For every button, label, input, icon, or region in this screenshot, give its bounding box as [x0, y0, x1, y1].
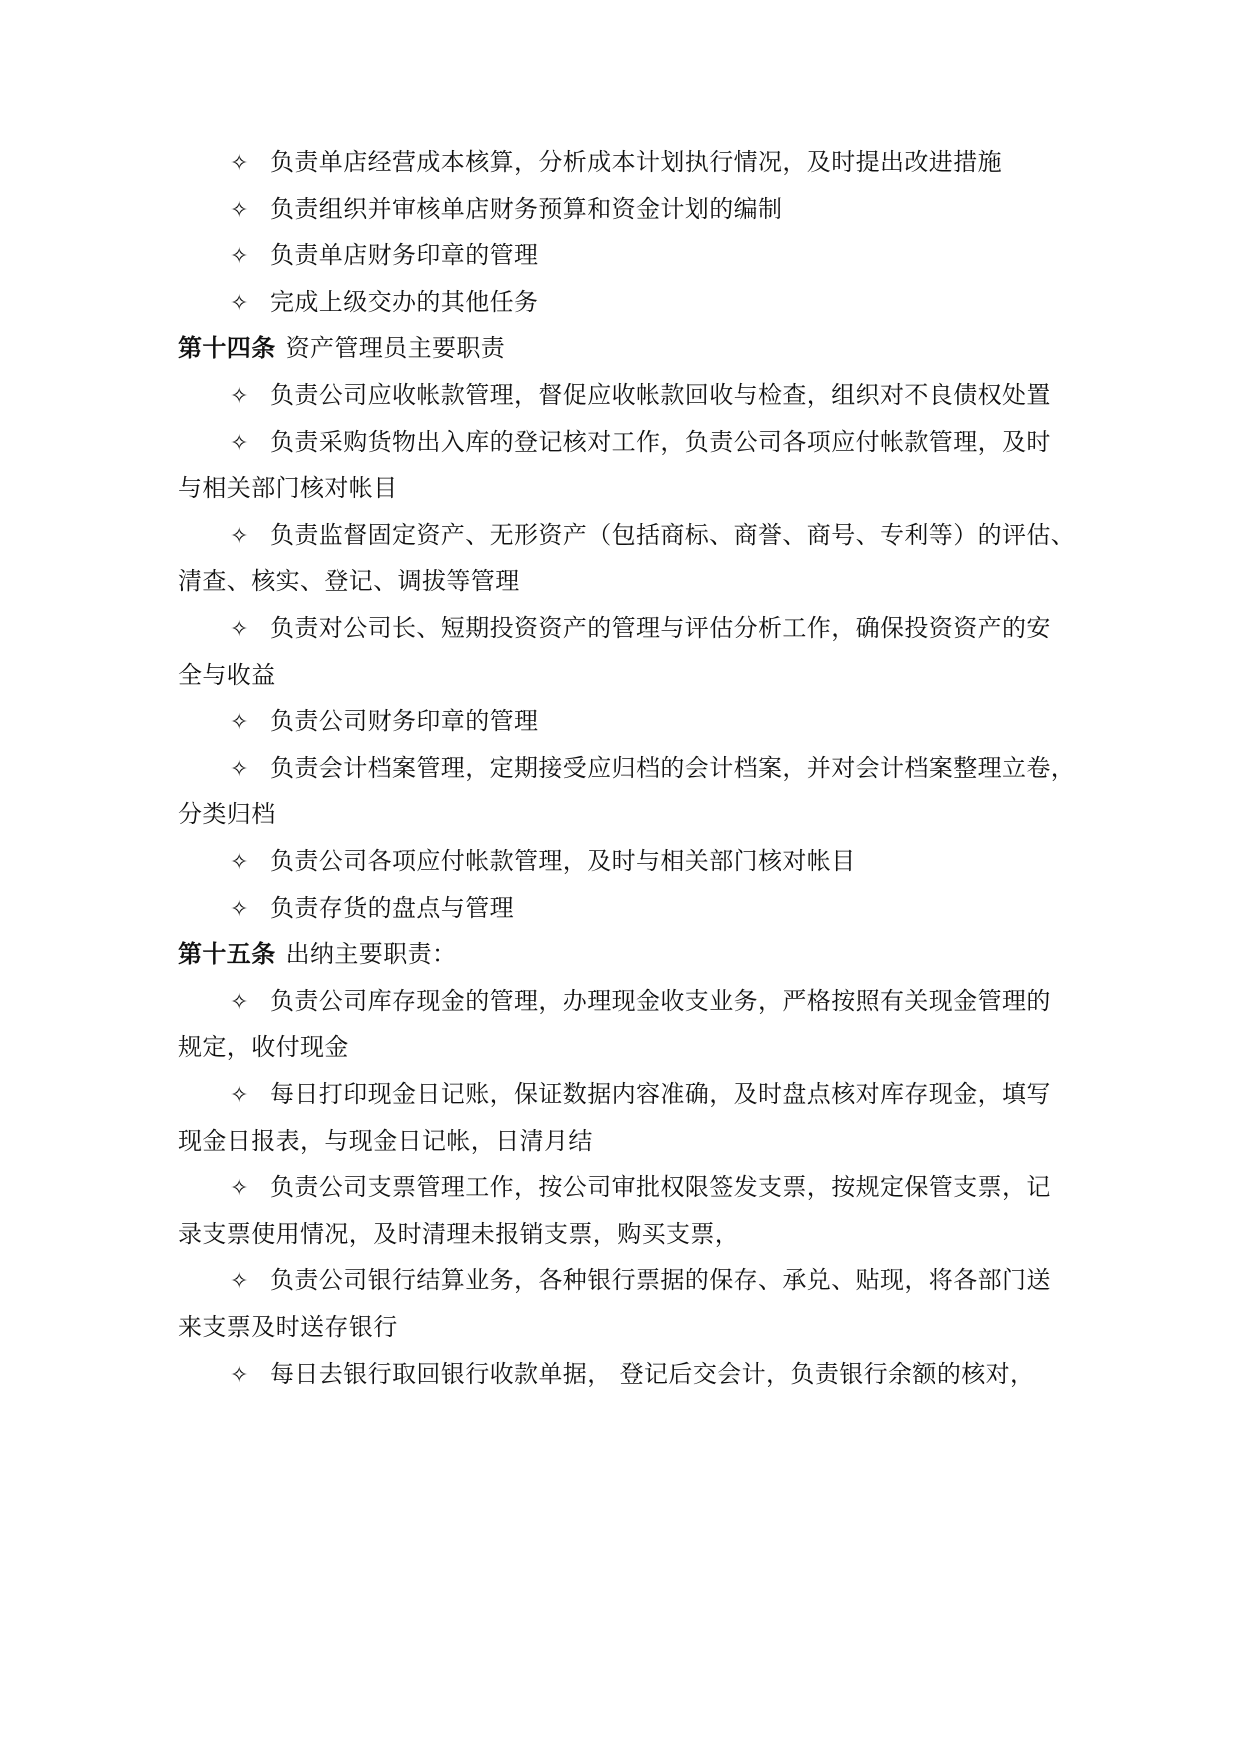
- list-item-text: 每日打印现金日记账，保证数据内容准确，及时盘点核对库存现金，填写: [270, 1080, 1051, 1108]
- list-item-text: 与相关部门核对帐目: [178, 474, 398, 503]
- list-item-continuation: [178, 798, 276, 830]
- bullet-icon: ✧: [230, 290, 249, 316]
- list-item-text: 负责公司财务印章的管理: [270, 707, 539, 736]
- list-item: [230, 519, 1075, 553]
- list-item-text: 每日去银行取回银行收款单据， 登记后交会计，负责银行余额的核对，: [270, 1359, 1035, 1388]
- list-item: [230, 146, 1002, 180]
- list-item-text: 负责组织并审核单店财务预算和资金计划的编制: [270, 194, 783, 223]
- list-item-continuation: [178, 1311, 398, 1343]
- bullet-icon: ✧: [230, 1362, 249, 1388]
- list-item-continuation: [178, 1218, 739, 1250]
- list-item-text: 负责存货的盘点与管理: [270, 893, 514, 922]
- list-item-text: 全与收益: [178, 660, 276, 689]
- list-item: [230, 845, 856, 879]
- list-item: [230, 379, 1051, 413]
- list-item-text: 负责会计档案管理，定期接受应归档的会计档案，并对会计档案整理立卷，: [270, 753, 1076, 782]
- list-item-text: 负责采购货物出入库的登记核对工作，负责公司各项应付帐款管理，及时: [270, 427, 1051, 456]
- list-item-text: 清查、核实、登记、调拔等管理: [178, 567, 520, 596]
- list-item: [230, 705, 538, 739]
- list-item: [230, 239, 538, 273]
- article-heading: [178, 938, 456, 970]
- list-item: [230, 985, 1051, 1019]
- list-item: [230, 286, 538, 320]
- list-item: [230, 426, 1051, 460]
- article-title: 资产管理员主要职责: [285, 334, 506, 363]
- bullet-icon: ✧: [230, 523, 249, 549]
- list-item-text: 录支票使用情况，及时清理未报销支票，购买支票，: [178, 1219, 740, 1248]
- bullet-icon: ✧: [230, 1269, 249, 1295]
- article-number: 第十五条: [178, 939, 276, 969]
- bullet-icon: ✧: [230, 197, 249, 223]
- list-item-text: 负责公司各项应付帐款管理，及时与相关部门核对帐目: [270, 847, 856, 875]
- article-number: 第十四条: [178, 333, 276, 363]
- bullet-icon: ✧: [230, 710, 249, 736]
- list-item-text: 来支票及时送存银行: [178, 1313, 398, 1341]
- bullet-icon: ✧: [230, 1083, 249, 1108]
- list-item-continuation: [178, 659, 276, 691]
- list-item-text: 规定，收付现金: [178, 1033, 349, 1062]
- list-item-text: 负责公司支票管理工作，按公司审批权限签发支票，按规定保管支票，记: [270, 1173, 1051, 1202]
- bullet-icon: ✧: [230, 430, 249, 456]
- list-item-text: 负责公司银行结算业务，各种银行票据的保存、承兑、贴现，将各部门送: [270, 1266, 1051, 1295]
- list-item: [230, 1078, 1051, 1112]
- list-item-text: 负责公司应收帐款管理，督促应收帐款回收与检查，组织对不良债权处置: [270, 381, 1051, 409]
- bullet-icon: ✧: [230, 244, 249, 270]
- list-item: [230, 1171, 1051, 1205]
- list-item: [230, 892, 514, 926]
- bullet-icon: ✧: [230, 896, 249, 922]
- list-item-continuation: [178, 565, 520, 597]
- article-heading: [178, 332, 505, 364]
- bullet-icon: ✧: [230, 756, 249, 782]
- bullet-icon: ✧: [230, 617, 249, 642]
- list-item-text: 负责公司库存现金的管理，办理现金收支业务，严格按照有关现金管理的: [270, 986, 1051, 1015]
- list-item-continuation: [178, 1125, 593, 1157]
- list-item: [230, 193, 782, 227]
- list-item: [230, 1264, 1051, 1298]
- list-item-text: 负责单店财务印章的管理: [270, 241, 539, 270]
- bullet-icon: ✧: [230, 1176, 249, 1202]
- list-item-continuation: [178, 472, 398, 504]
- list-item-text: 现金日报表，与现金日记帐，日清月结: [178, 1126, 593, 1155]
- article-title: 出纳主要职责：: [285, 940, 457, 969]
- bullet-icon: ✧: [230, 151, 249, 176]
- list-item-text: 负责对公司长、短期投资资产的管理与评估分析工作，确保投资资产的安: [270, 614, 1051, 642]
- list-item: [230, 1358, 1034, 1392]
- list-item-continuation: [178, 1031, 349, 1063]
- list-item-text: 分类归档: [178, 800, 276, 829]
- bullet-icon: ✧: [230, 850, 249, 875]
- list-item-text: 负责单店经营成本核算，分析成本计划执行情况，及时提出改进措施: [270, 148, 1002, 176]
- bullet-icon: ✧: [230, 384, 249, 409]
- list-item-text: 完成上级交办的其他任务: [270, 287, 539, 316]
- list-item: [230, 612, 1051, 646]
- bullet-icon: ✧: [230, 989, 249, 1015]
- list-item: [230, 752, 1075, 786]
- list-item-text: 负责监督固定资产、无形资产（包括商标、商誉、商号、专利等）的评估、: [270, 520, 1076, 549]
